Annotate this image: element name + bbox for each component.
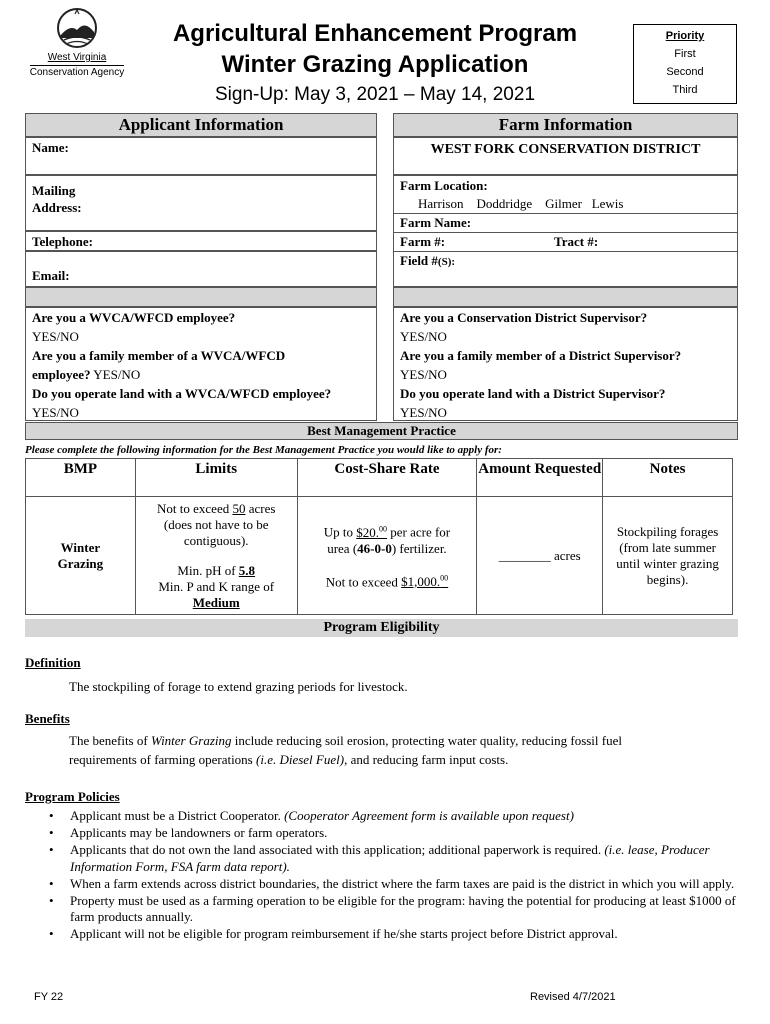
farm-a2[interactable]: YES/NO	[400, 367, 447, 382]
mailing-label-2: Address:	[32, 200, 82, 215]
farm-name-label[interactable]: Farm Name:	[400, 215, 472, 230]
applicant-q2: Are you a family member of a WVCA/WFCD	[32, 348, 286, 363]
bmp-table	[25, 458, 733, 615]
mailing-label-1: Mailing	[32, 183, 76, 198]
priority-second[interactable]: Second	[666, 66, 704, 78]
telephone-field[interactable]	[25, 231, 377, 251]
email-label: Email:	[32, 268, 70, 283]
bmp-header-row	[26, 459, 733, 497]
bmp-practice: Winter Grazing	[26, 497, 136, 615]
applicant-q3: Do you operate land with a WVCA/WFCD employee?	[32, 386, 332, 401]
farm-questions	[393, 307, 738, 421]
signup-dates: Sign-Up: May 3, 2021 – May 14, 2021	[214, 84, 536, 105]
col-amount: Amount Requested	[477, 459, 603, 497]
policies-list	[25, 808, 737, 943]
col-bmp: BMP	[26, 459, 136, 497]
bmp-limits: Not to exceed 50 acres (does not have to be contiguous). Min. pH of 5.8 Min. P and K range of Medium	[135, 497, 297, 615]
farm-info-heading: Farm Information	[393, 113, 738, 137]
farm-location-label: Farm Location:	[400, 178, 488, 193]
agency-logo	[22, 6, 132, 82]
county-doddridge[interactable]: Doddridge	[476, 196, 533, 211]
applicant-questions	[25, 307, 377, 421]
list-item: • Applicants that do not own the land associated with this application; additional paperwork is required. (i.e. lease, Producer Information Form, FSA farm data report).	[25, 842, 737, 875]
applicant-q2-cont: employee?	[32, 367, 91, 382]
farm-a3[interactable]: YES/NO	[400, 405, 447, 420]
page-subtitle: Winter Grazing Application	[221, 51, 529, 78]
benefits-text: The benefits of Winter Grazing include reducing soil erosion, protecting water quality, reducing fossil fuel requirements of farming operations (i.e. Diesel Fuel), and reducing farm input costs.	[69, 733, 622, 767]
bmp-notes: Stockpiling forages (from late summer until winter grazing begins).	[603, 497, 733, 615]
eligibility-heading: Program Eligibility	[25, 619, 738, 637]
farm-q3: Do you operate land with a District Supervisor?	[400, 386, 666, 401]
definition-heading: Definition	[25, 655, 81, 670]
county-lewis[interactable]: Lewis	[591, 196, 624, 211]
farm-number-label[interactable]: Farm #:	[400, 234, 446, 249]
farm-a1[interactable]: YES/NO	[400, 329, 447, 344]
benefits-heading: Benefits	[25, 711, 70, 726]
name-label: Name:	[32, 140, 69, 155]
list-item: • Property must be used as a farming operation to be eligible for the program: having the potential for producing at least $1000 of farm products annually.	[25, 893, 737, 926]
bmp-heading: Best Management Practice	[25, 422, 738, 440]
list-item: • Applicants may be landowners or farm operators.	[25, 825, 737, 842]
county-gilmer[interactable]: Gilmer	[545, 196, 582, 211]
page-title: Agricultural Enhancement Program	[172, 20, 578, 47]
email-field[interactable]	[25, 251, 377, 287]
priority-box	[633, 24, 737, 104]
col-limits: Limits	[135, 459, 297, 497]
applicant-info-heading: Applicant Information	[25, 113, 377, 137]
applicant-a1[interactable]: YES/NO	[32, 329, 79, 344]
bmp-amount-field[interactable]: ________ acres	[477, 497, 603, 615]
logo-line-2: Conservation Agency	[29, 67, 125, 78]
applicant-divider	[25, 287, 377, 307]
applicant-a2[interactable]: YES/NO	[93, 367, 141, 382]
name-field[interactable]	[25, 137, 377, 175]
logo-line-1: West Virginia	[47, 52, 107, 63]
tract-number-label[interactable]: Tract #:	[554, 234, 599, 249]
list-item: • Applicant will not be eligible for program reimbursement if he/she starts project before District approval.	[25, 926, 737, 943]
table-row	[26, 497, 733, 615]
field-number-label[interactable]: Field #(S):	[400, 253, 456, 268]
definition-text: The stockpiling of forage to extend grazing periods for livestock.	[69, 679, 408, 694]
county-list	[400, 195, 731, 213]
policies-heading: Program Policies	[25, 789, 120, 804]
footer-revision: Revised 4/7/2021	[530, 991, 616, 1003]
footer-fiscal-year: FY 22	[34, 991, 64, 1003]
priority-third[interactable]: Third	[672, 84, 698, 96]
farm-divider	[393, 287, 738, 307]
mailing-address-field[interactable]	[25, 175, 377, 231]
farm-q1: Are you a Conservation District Supervisor?	[400, 310, 648, 325]
priority-first[interactable]: First	[674, 48, 696, 60]
applicant-a3[interactable]: YES/NO	[32, 405, 79, 420]
list-item: • Applicant must be a District Cooperator. (Cooperator Agreement form is available upon request)	[25, 808, 737, 825]
applicant-q1: Are you a WVCA/WFCD employee?	[32, 310, 236, 325]
district-cell	[393, 137, 738, 175]
priority-heading: Priority	[665, 30, 705, 42]
logo-emblem-icon	[55, 6, 99, 52]
col-notes: Notes	[603, 459, 733, 497]
farm-q2: Are you a family member of a District Supervisor?	[400, 348, 682, 363]
telephone-label: Telephone:	[32, 234, 93, 249]
bmp-instructions: Please complete the following information for the Best Management Practice you would like to apply for:	[25, 444, 502, 456]
bmp-cost-share: Up to $20.00 per acre for urea (46-0-0) fertilizer. Not to exceed $1,000.00	[297, 497, 477, 615]
col-rate: Cost-Share Rate	[297, 459, 477, 497]
county-harrison[interactable]: Harrison	[418, 196, 464, 211]
district-name: WEST FORK CONSERVATION DISTRICT	[430, 142, 701, 157]
list-item: • When a farm extends across district boundaries, the district where the farm taxes are paid is the district in which you will apply.	[25, 876, 737, 893]
